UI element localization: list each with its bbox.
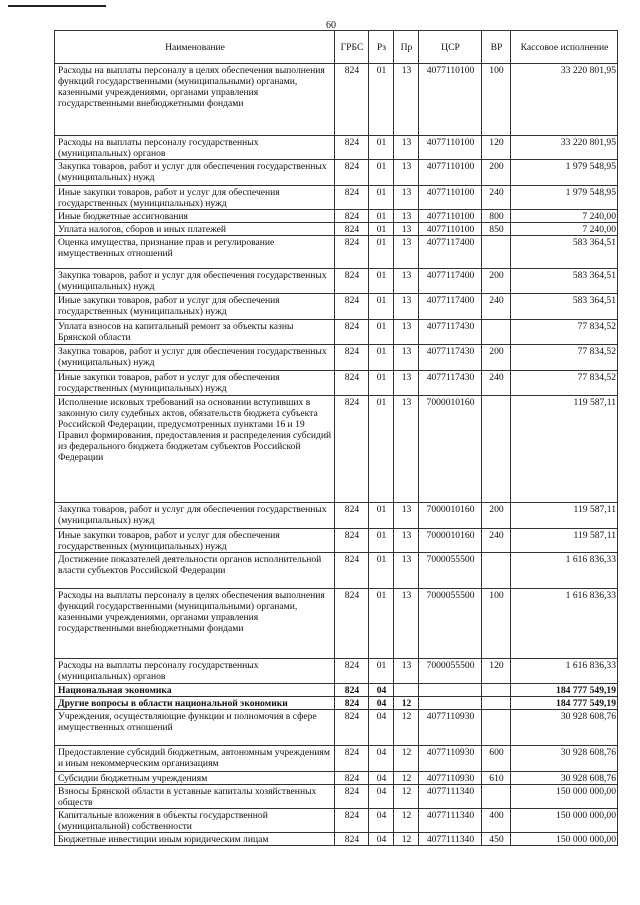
- row-vr: 610: [482, 772, 511, 785]
- row-pr: 13: [394, 160, 419, 186]
- row-grbs: 824: [335, 136, 369, 160]
- row-pr: 13: [394, 236, 419, 269]
- row-vr: [482, 710, 511, 746]
- row-rz: 04: [369, 785, 394, 809]
- table-row: [55, 345, 618, 371]
- row-rz: 01: [369, 210, 394, 223]
- table-row: [55, 136, 618, 160]
- row-grbs: 824: [335, 64, 369, 136]
- row-grbs: 824: [335, 809, 369, 833]
- row-rz: 01: [369, 64, 394, 136]
- row-pr: 13: [394, 223, 419, 236]
- table-row: [55, 833, 618, 846]
- row-rz: 01: [369, 223, 394, 236]
- table-row: [55, 809, 618, 833]
- row-csr: 7000010160: [419, 529, 482, 553]
- table-row: [55, 320, 618, 345]
- row-vr: 200: [482, 503, 511, 529]
- header-name: Наименование: [55, 31, 335, 64]
- row-amount: 30 928 608,76: [511, 772, 618, 785]
- row-pr: 13: [394, 503, 419, 529]
- row-rz: 01: [369, 236, 394, 269]
- table-row: [55, 210, 618, 223]
- row-pr: 13: [394, 294, 419, 320]
- row-amount: 77 834,52: [511, 320, 618, 345]
- row-pr: 13: [394, 396, 419, 503]
- row-rz: 01: [369, 396, 394, 503]
- row-name: Предоставление субсидий бюджетным, автономным учреждениям и иным некоммерческим организациям: [55, 746, 335, 772]
- row-amount: 77 834,52: [511, 345, 618, 371]
- row-amount: 583 364,51: [511, 236, 618, 269]
- header-pr: Пр: [394, 31, 419, 64]
- row-grbs: 824: [335, 269, 369, 294]
- row-rz: 04: [369, 809, 394, 833]
- row-name: Исполнение исковых требований на основании вступивших в законную силу судебных актов, обязательств бюджета субъекта Российской Федерации, предусмотренных пунктами 16 и 19 Правил формирования, предоставления и распределения субсидий из федерального бюджета бюджетам субъектов Российской Федерации: [55, 396, 335, 503]
- row-amount: 150 000 000,00: [511, 833, 618, 846]
- row-csr: 4077111340: [419, 833, 482, 846]
- row-amount: 1 616 836,33: [511, 659, 618, 684]
- row-rz: 01: [369, 136, 394, 160]
- table-row: [55, 697, 618, 710]
- header-grbs: ГРБС: [335, 31, 369, 64]
- row-pr: 12: [394, 785, 419, 809]
- row-pr: 12: [394, 710, 419, 746]
- row-name: Иные закупки товаров, работ и услуг для обеспечения государственных (муниципальных) нужд: [55, 186, 335, 210]
- table-body: [55, 64, 618, 846]
- row-amount: 119 587,11: [511, 503, 618, 529]
- table-row: [55, 772, 618, 785]
- row-csr: 4077110100: [419, 160, 482, 186]
- row-grbs: 824: [335, 186, 369, 210]
- row-name: Бюджетные инвестиции иным юридическим лицам: [55, 833, 335, 846]
- row-vr: 100: [482, 64, 511, 136]
- row-grbs: 824: [335, 710, 369, 746]
- row-grbs: 824: [335, 785, 369, 809]
- row-name: Расходы на выплаты персоналу в целях обеспечения выполнения функций государственными (муниципальными) органами, казенными учреждениями, органами управления государственными внебюджетными фондами: [55, 589, 335, 659]
- row-name: Закупка товаров, работ и услуг для обеспечения государственных (муниципальных) нужд: [55, 345, 335, 371]
- row-amount: 583 364,51: [511, 269, 618, 294]
- row-vr: 450: [482, 833, 511, 846]
- row-csr: 7000010160: [419, 503, 482, 529]
- row-csr: 4077110930: [419, 746, 482, 772]
- row-name: Расходы на выплаты персоналу государственных (муниципальных) органов: [55, 136, 335, 160]
- table-row: [55, 371, 618, 396]
- row-name: Иные закупки товаров, работ и услуг для обеспечения государственных (муниципальных) нужд: [55, 529, 335, 553]
- row-pr: 13: [394, 589, 419, 659]
- row-vr: 120: [482, 659, 511, 684]
- row-rz: 01: [369, 589, 394, 659]
- row-name: Расходы на выплаты персоналу в целях обеспечения выполнения функций государственными (муниципальными) органами, казенными учреждениями, органами управления государственными внебюджетными фондами: [55, 64, 335, 136]
- row-csr: 4077110100: [419, 186, 482, 210]
- row-pr: 12: [394, 809, 419, 833]
- row-vr: 240: [482, 371, 511, 396]
- row-csr: 4077110100: [419, 223, 482, 236]
- row-amount: 33 220 801,95: [511, 64, 618, 136]
- row-csr: 7000010160: [419, 396, 482, 503]
- row-vr: 850: [482, 223, 511, 236]
- row-grbs: 824: [335, 396, 369, 503]
- row-grbs: 824: [335, 320, 369, 345]
- row-name: Иные закупки товаров, работ и услуг для обеспечения государственных (муниципальных) нужд: [55, 294, 335, 320]
- row-rz: 01: [369, 345, 394, 371]
- row-amount: 1 616 836,33: [511, 589, 618, 659]
- row-grbs: 824: [335, 772, 369, 785]
- row-vr: [482, 396, 511, 503]
- row-amount: 1 979 548,95: [511, 160, 618, 186]
- header-csr: ЦСР: [419, 31, 482, 64]
- row-amount: 184 777 549,19: [511, 697, 618, 710]
- row-pr: 13: [394, 269, 419, 294]
- row-rz: 04: [369, 710, 394, 746]
- row-rz: 01: [369, 320, 394, 345]
- row-vr: [482, 553, 511, 589]
- row-vr: [482, 320, 511, 345]
- row-vr: [482, 684, 511, 697]
- row-rz: 04: [369, 746, 394, 772]
- row-name: Достижение показателей деятельности органов исполнительной власти субъектов Российской Федерации: [55, 553, 335, 589]
- row-grbs: 824: [335, 160, 369, 186]
- row-rz: 04: [369, 833, 394, 846]
- row-vr: [482, 785, 511, 809]
- row-rz: 01: [369, 160, 394, 186]
- row-grbs: 824: [335, 684, 369, 697]
- row-csr: 4077110100: [419, 136, 482, 160]
- row-csr: 4077117400: [419, 294, 482, 320]
- table-row: [55, 396, 618, 503]
- row-grbs: 824: [335, 210, 369, 223]
- table-header: [55, 31, 618, 64]
- row-pr: 13: [394, 659, 419, 684]
- row-name: Закупка товаров, работ и услуг для обеспечения государственных (муниципальных) нужд: [55, 269, 335, 294]
- row-grbs: 824: [335, 529, 369, 553]
- row-grbs: 824: [335, 345, 369, 371]
- row-csr: 7000055500: [419, 659, 482, 684]
- row-pr: 13: [394, 345, 419, 371]
- table-row: [55, 186, 618, 210]
- row-rz: 01: [369, 269, 394, 294]
- row-rz: 04: [369, 684, 394, 697]
- row-amount: 119 587,11: [511, 396, 618, 503]
- row-amount: 30 928 608,76: [511, 710, 618, 746]
- row-pr: 12: [394, 697, 419, 710]
- row-vr: 240: [482, 294, 511, 320]
- row-grbs: 824: [335, 697, 369, 710]
- row-pr: 13: [394, 320, 419, 345]
- row-rz: 01: [369, 371, 394, 396]
- row-grbs: 824: [335, 746, 369, 772]
- row-pr: 13: [394, 553, 419, 589]
- row-rz: 04: [369, 772, 394, 785]
- header-rz: Рз: [369, 31, 394, 64]
- row-pr: 13: [394, 371, 419, 396]
- row-amount: 1 616 836,33: [511, 553, 618, 589]
- row-csr: 4077117430: [419, 345, 482, 371]
- row-pr: 12: [394, 772, 419, 785]
- row-amount: 184 777 549,19: [511, 684, 618, 697]
- row-amount: 150 000 000,00: [511, 785, 618, 809]
- table-row: [55, 294, 618, 320]
- table-row: [55, 746, 618, 772]
- table-row: [55, 785, 618, 809]
- table-row: [55, 223, 618, 236]
- row-vr: 100: [482, 589, 511, 659]
- table-row: [55, 659, 618, 684]
- row-vr: 800: [482, 210, 511, 223]
- row-amount: 33 220 801,95: [511, 136, 618, 160]
- row-vr: 120: [482, 136, 511, 160]
- row-amount: 30 928 608,76: [511, 746, 618, 772]
- row-csr: [419, 684, 482, 697]
- row-grbs: 824: [335, 833, 369, 846]
- table-row: [55, 64, 618, 136]
- row-vr: 240: [482, 186, 511, 210]
- row-vr: 600: [482, 746, 511, 772]
- row-grbs: 824: [335, 659, 369, 684]
- budget-table: [54, 30, 618, 846]
- row-csr: 4077110930: [419, 772, 482, 785]
- row-name: Иные закупки товаров, работ и услуг для обеспечения государственных (муниципальных) нужд: [55, 371, 335, 396]
- row-pr: 13: [394, 136, 419, 160]
- row-pr: 13: [394, 529, 419, 553]
- row-name: Капитальные вложения в объекты государственной (муниципальной) собственности: [55, 809, 335, 833]
- row-rz: 01: [369, 503, 394, 529]
- row-pr: [394, 684, 419, 697]
- row-csr: 4077110100: [419, 210, 482, 223]
- row-vr: 200: [482, 160, 511, 186]
- row-grbs: 824: [335, 503, 369, 529]
- row-vr: 400: [482, 809, 511, 833]
- row-rz: 01: [369, 659, 394, 684]
- row-amount: 150 000 000,00: [511, 809, 618, 833]
- table-row: [55, 589, 618, 659]
- row-pr: 12: [394, 833, 419, 846]
- row-name: Уплата взносов на капитальный ремонт за объекты казны Брянской области: [55, 320, 335, 345]
- row-vr: 200: [482, 345, 511, 371]
- row-pr: 12: [394, 746, 419, 772]
- row-name: Оценка имущества, признание прав и регулирование имущественных отношений: [55, 236, 335, 269]
- row-csr: 4077117430: [419, 371, 482, 396]
- row-amount: 1 979 548,95: [511, 186, 618, 210]
- row-csr: 4077110930: [419, 710, 482, 746]
- row-rz: 01: [369, 186, 394, 210]
- table-row: [55, 236, 618, 269]
- table-row: [55, 710, 618, 746]
- table-row: [55, 269, 618, 294]
- row-csr: 4077117400: [419, 269, 482, 294]
- row-name: Национальная экономика: [55, 684, 335, 697]
- row-pr: 13: [394, 186, 419, 210]
- row-grbs: 824: [335, 553, 369, 589]
- row-vr: [482, 236, 511, 269]
- row-csr: 4077111340: [419, 809, 482, 833]
- row-csr: 7000055500: [419, 553, 482, 589]
- row-csr: [419, 697, 482, 710]
- row-amount: 7 240,00: [511, 210, 618, 223]
- row-vr: [482, 697, 511, 710]
- row-amount: 7 240,00: [511, 223, 618, 236]
- row-name: Учреждения, осуществляющие функции и полномочия в сфере имущественных отношений: [55, 710, 335, 746]
- row-pr: 13: [394, 210, 419, 223]
- row-grbs: 824: [335, 371, 369, 396]
- row-grbs: 824: [335, 223, 369, 236]
- row-rz: 04: [369, 697, 394, 710]
- header-amount: Кассовое исполнение: [511, 31, 618, 64]
- table-row: [55, 684, 618, 697]
- row-rz: 01: [369, 294, 394, 320]
- row-csr: 4077111340: [419, 785, 482, 809]
- table-row: [55, 160, 618, 186]
- row-csr: 7000055500: [419, 589, 482, 659]
- row-name: Субсидии бюджетным учреждениям: [55, 772, 335, 785]
- row-grbs: 824: [335, 589, 369, 659]
- row-pr: 13: [394, 64, 419, 136]
- header-vr: ВР: [482, 31, 511, 64]
- table-row: [55, 553, 618, 589]
- row-amount: 119 587,11: [511, 529, 618, 553]
- row-csr: 4077110100: [419, 64, 482, 136]
- row-name: Другие вопросы в области национальной экономики: [55, 697, 335, 710]
- row-rz: 01: [369, 553, 394, 589]
- row-amount: 77 834,52: [511, 371, 618, 396]
- page-number: 60: [326, 20, 336, 31]
- row-name: Расходы на выплаты персоналу государственных (муниципальных) органов: [55, 659, 335, 684]
- row-vr: 200: [482, 269, 511, 294]
- row-csr: 4077117400: [419, 236, 482, 269]
- table-row: [55, 529, 618, 553]
- row-grbs: 824: [335, 236, 369, 269]
- row-rz: 01: [369, 529, 394, 553]
- row-name: Иные бюджетные ассигнования: [55, 210, 335, 223]
- row-amount: 583 364,51: [511, 294, 618, 320]
- top-rule: [8, 5, 106, 7]
- row-grbs: 824: [335, 294, 369, 320]
- row-name: Закупка товаров, работ и услуг для обеспечения государственных (муниципальных) нужд: [55, 160, 335, 186]
- row-name: Уплата налогов, сборов и иных платежей: [55, 223, 335, 236]
- row-csr: 4077117430: [419, 320, 482, 345]
- row-name: Взносы Брянской области в уставные капиталы хозяйственных обществ: [55, 785, 335, 809]
- table-row: [55, 503, 618, 529]
- row-vr: 240: [482, 529, 511, 553]
- row-name: Закупка товаров, работ и услуг для обеспечения государственных (муниципальных) нужд: [55, 503, 335, 529]
